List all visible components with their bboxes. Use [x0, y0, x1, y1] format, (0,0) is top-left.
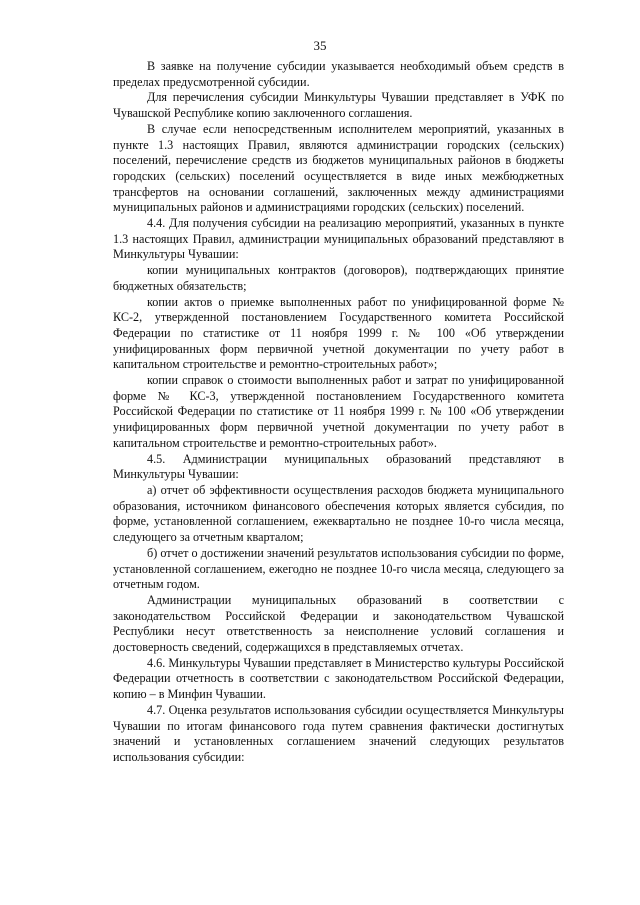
paragraph-contract-copies: копии муниципальных контрактов (договоров), подтверждающих принятие бюджетных обязательств; [113, 263, 564, 293]
paragraph-4-6: 4.6. Минкультуры Чувашии представляет в Министерство культуры Российской Федерации отчетность в соответствии с законодательством Российской Федерации, копию – в Минфин Чувашии. [113, 655, 564, 702]
paragraph-responsibility: Администрации муниципальных образований в соответствии с законодательством Российской Федерации и законодательством Чувашской Республики несут ответственность за неисполнение условий соглашения и достоверность сведений, содержащихся в представляемых отчетах. [113, 592, 564, 655]
paragraph-4-5-a: а) отчет об эффективности осуществления расходов бюджета муниципального образования, источником финансового обеспечения которых является субсидия, по форме, установленной соглашением, ежеквартально не позднее 10-го числа месяца, следующего за отчетным кварталом; [113, 482, 564, 545]
paragraph-agreement-copy: Для перечисления субсидии Минкультуры Чувашии представляет в УФК по Чувашской Республике копию заключенного соглашения. [113, 90, 564, 121]
paragraph-4-7: 4.7. Оценка результатов использования субсидии осуществляется Минкультуры Чувашии по итогам финансового года путем сравнения фактически достигнутых значений и установленных соглашением значений следующих результатов использования субсидии: [113, 702, 564, 764]
paragraph-settlement-transfers: В случае если непосредственным исполнителем мероприятий, указанных в пункте 1.3 настоящих Правил, являются администрации городских (сельских) поселений, перечисление средств из бюджетов муниципальных районов в бюджеты городских (сельских) поселений осуществляется в виде иных межбюджетных трансфертов на основании соглашений, заключенных между администрациями муниципальных районов и администрациями городских (сельских) поселений. [113, 121, 564, 215]
paragraph-application-volume: В заявке на получение субсидии указывается необходимый объем средств в пределах предусмотренной субсидии. [113, 59, 564, 89]
paragraph-ks2-copies: копии актов о приемке выполненных работ по унифицированной форме № КС-2, утвержденной постановлением Государственного комитета Российской Федерации по статистике от 11 ноября 1999 г. № 100 «Об утверждении унифицированных форм первичной учетной документации по учету работ в капитальном строительстве и ремонтно-строительных работ»; [113, 294, 564, 372]
paragraph-4-4: 4.4. Для получения субсидии на реализацию мероприятий, указанных в пункте 1.3 настоящих Правил, администрации муниципальных образований представляют в Минкультуры Чувашии: [113, 216, 564, 262]
page-number: 35 [313, 38, 327, 53]
paragraph-ks3-copies: копии справок о стоимости выполненных работ и затрат по унифицированной форме № КС-3, утвержденной постановлением Государственного комитета Российской Федерации по статистике от 11 ноября 1999 г. № 100 «Об утверждении унифицированных форм первичной учетной документации по учету работ в капитальном строительстве и ремонтно-строительных работ». [113, 373, 564, 450]
paragraph-4-5-b: б) отчет о достижении значений результатов использования субсидии по форме, установленной соглашением, ежегодно не позднее 10-го числа месяца, следующего за отчетным годом. [113, 545, 564, 592]
paragraph-4-5: 4.5. Администрации муниципальных образований представляют в Минкультуры Чувашии: [113, 451, 564, 482]
document-body [113, 59, 564, 766]
